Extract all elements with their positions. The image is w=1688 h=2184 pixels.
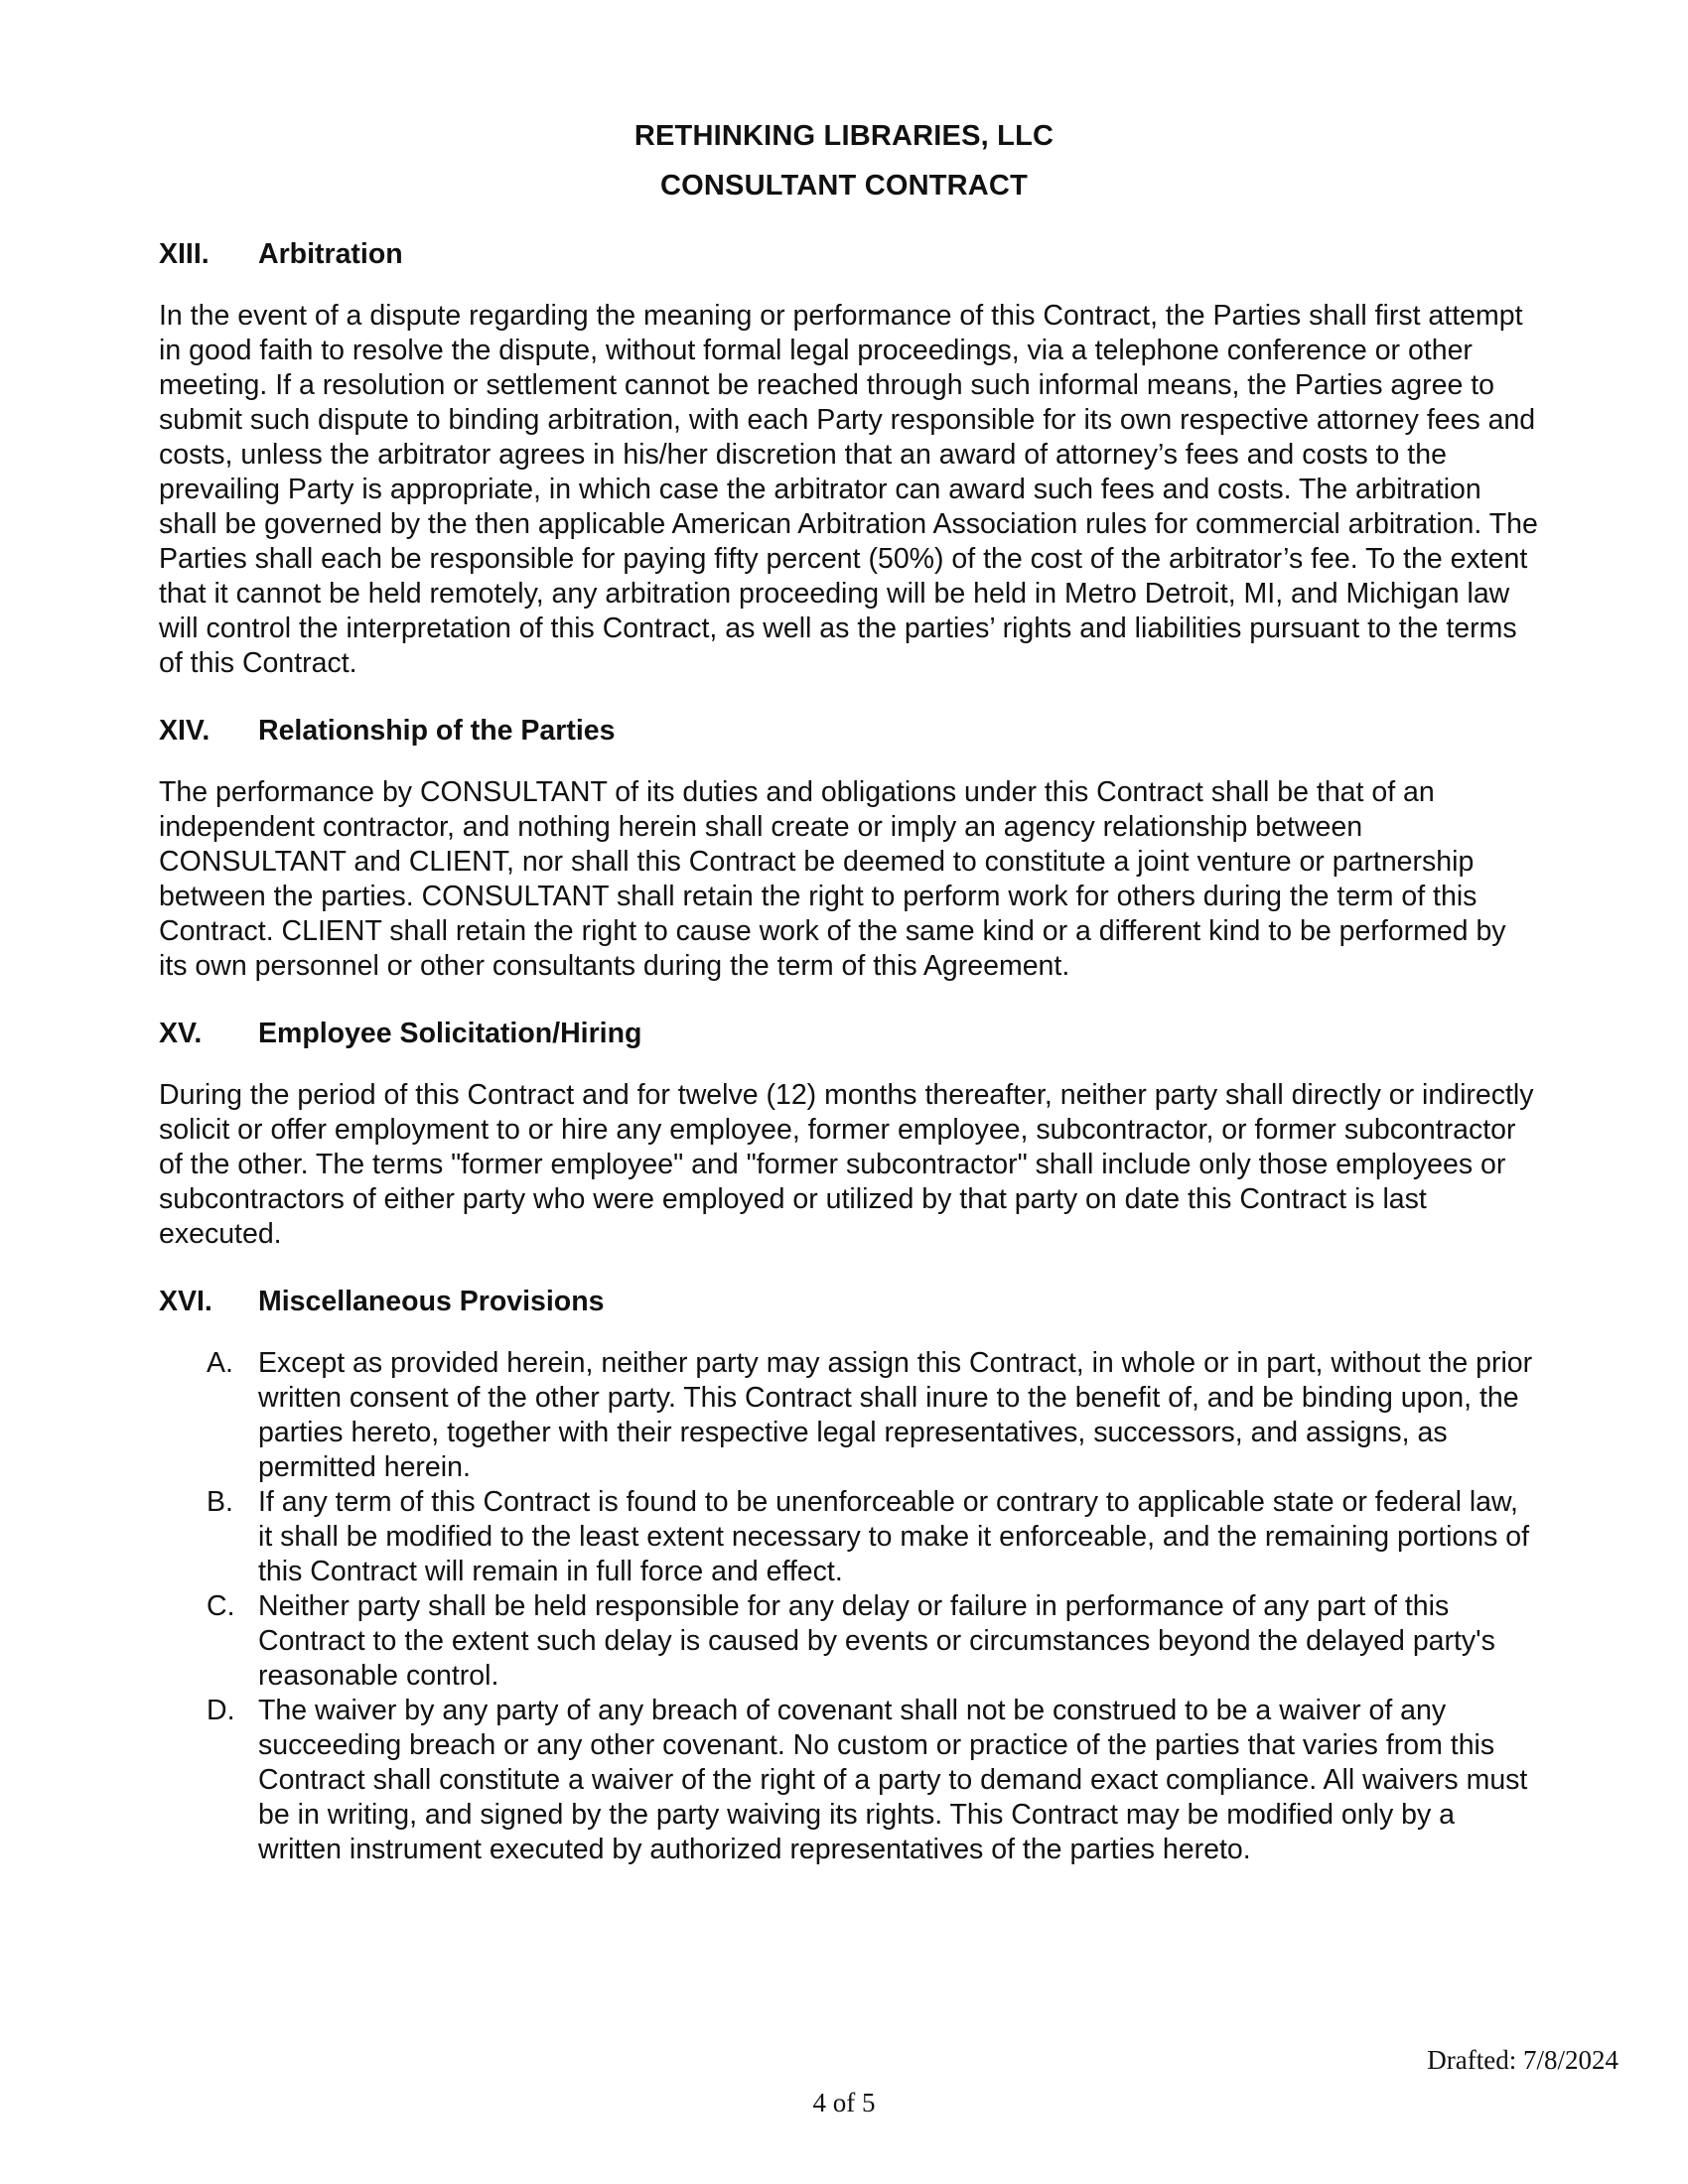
- section-title: Arbitration: [258, 238, 403, 270]
- list-item: [159, 1346, 1539, 1485]
- section-number: XVI.: [159, 1286, 212, 1317]
- document-title: CONSULTANT CONTRACT: [659, 170, 1028, 202]
- list-item-text: The waiver by any party of any breach of covenant shall not be construed to be a waiver of any succeeding breach or any other covenant. No custom or practice of the parties that varies from this Contract shall constitute a waiver of the right of a party to demand exact compliance. All waivers must be in writing, and signed by the party waiving its rights. This Contract may be modified only by a written instrument executed by authorized representatives of the parties hereto.: [258, 1695, 1528, 1865]
- list-item-text: If any term of this Contract is found to be unenforceable or contrary to applicable state or federal law, it shall be modified to the least extent necessary to make it enforceable, and the remaining portions of this Contract will remain in full force and effect.: [258, 1486, 1530, 1587]
- section-title: Miscellaneous Provisions: [258, 1286, 605, 1317]
- provisions-list: [159, 1346, 1539, 1867]
- section-heading: [159, 708, 1539, 753]
- section-employee-solicitation: [159, 1011, 1539, 1252]
- list-item-text: Except as provided herein, neither party may assign this Contract, in whole or in part, without the prior written consent of the other party. This Contract shall inure to the benefit of, and be binding upon, the parties hereto, together with their respective legal representatives, successors, and assigns, as permitted herein.: [258, 1347, 1533, 1483]
- list-marker: A.: [207, 1347, 233, 1379]
- list-item: [159, 1485, 1539, 1589]
- list-item: [159, 1589, 1539, 1694]
- document-body: [159, 231, 1539, 1867]
- list-item-text: Neither party shall be held responsible for any delay or failure in performance of any part of this Contract to the extent such delay is caused by events or circumstances beyond the delayed party's reasonable control.: [258, 1590, 1495, 1692]
- section-number: XIV.: [159, 715, 211, 747]
- section-paragraph: The performance by CONSULTANT of its duties and obligations under this Contract shall be that of an independent contractor, and nothing herein shall create or imply an agency relationship between CONSULTANT and CLIENT, nor shall this Contract be deemed to constitute a joint venture or partnership between the parties. CONSULTANT shall retain the right to perform work for others during the term of this Contract. CLIENT shall retain the right to cause work of the same kind or a different kind to be performed by its own personnel or other consultants during the term of this Agreement.: [159, 776, 1506, 982]
- company-name: RETHINKING LIBRARIES, LLC: [633, 120, 1055, 152]
- section-number: XIII.: [159, 238, 210, 270]
- list-item: [159, 1694, 1539, 1867]
- section-relationship-of-parties: [159, 708, 1539, 984]
- section-paragraph: During the period of this Contract and for twelve (12) months thereafter, neither party shall directly or indirectly solicit or offer employment to or hire any employee, former employee, subcontractor, or former subcontractor of the other. The terms "former employee" and "former subcontractor" shall include only those employees or subcontractors of either party who were employed or utilized by that party on date this Contract is last executed.: [159, 1079, 1534, 1250]
- section-arbitration: [159, 231, 1539, 681]
- document-header: [0, 111, 1688, 210]
- section-heading: [159, 1011, 1539, 1056]
- section-title: Relationship of the Parties: [258, 715, 616, 747]
- drafted-date: Drafted: 7/8/2024: [1427, 2045, 1618, 2075]
- section-miscellaneous-provisions: [159, 1279, 1539, 1867]
- section-heading: [159, 1279, 1539, 1324]
- section-heading: [159, 231, 1539, 277]
- list-marker: C.: [207, 1590, 235, 1622]
- list-marker: B.: [207, 1486, 233, 1518]
- section-title: Employee Solicitation/Hiring: [258, 1018, 642, 1049]
- section-number: XV.: [159, 1018, 203, 1049]
- section-paragraph: In the event of a dispute regarding the meaning or performance of this Contract, the Parties shall first attempt in good faith to resolve the dispute, without formal legal proceedings, via a telephone conference or other meeting. If a resolution or settlement cannot be reached through such informal means, the Parties agree to submit such dispute to binding arbitration, with each Party responsible for its own respective attorney fees and costs, unless the arbitrator agrees in his/her discretion that an award of attorney’s fees and costs to the prevailing Party is appropriate, in which case the arbitrator can award such fees and costs. The arbitration shall be governed by the then applicable American Arbitration Association rules for commercial arbitration. The Parties shall each be responsible for paying fifty percent (50%) of the cost of the arbitrator’s fee. To the extent that it cannot be held remotely, any arbitration proceeding will be held in Metro Detroit, MI, and Michigan law will control the interpretation of this Contract, as well as the parties’ rights and liabilities pursuant to the terms of this Contract.: [159, 300, 1538, 679]
- page-number: 4 of 5: [812, 2088, 876, 2117]
- list-marker: D.: [207, 1695, 235, 1726]
